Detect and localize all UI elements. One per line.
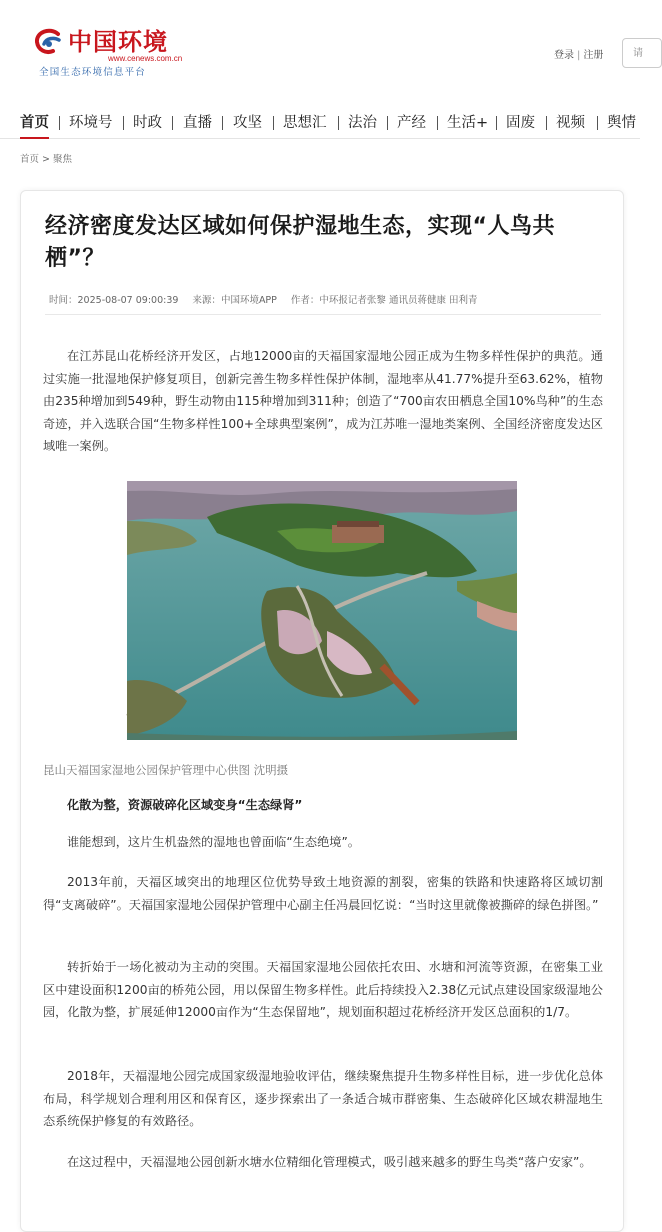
main-nav [0,108,640,139]
search-input[interactable]: 请 [622,38,662,68]
logo-swirl-icon [34,28,66,56]
nav-item-gongjian[interactable]: 攻坚 [233,115,262,131]
nav-divider [222,116,223,130]
article-source: 中国环境APP [220,295,277,306]
article-photo[interactable] [127,481,517,740]
nav-item-life[interactable]: 生活+ [447,115,489,131]
breadcrumb-separator: > [42,154,51,165]
article-author: 中环报记者张黎 通讯员蒋健康 田利青 [319,295,478,306]
nav-divider [496,116,497,130]
article-paragraph: 转折始于一场化被动为主动的突围。天福国家湿地公园依托农田、水塘和河流等资源，在密集工业区中建设面积1200亩的桥苑公园，用以保留生物多样性。此后持续投入2.38亿元试点建设国家级湿地公园，化散为整，扩展延伸12000亩作为“生态保留地”，规划面积超过花桥经济开发区总面积的1/7。 [43,960,603,1019]
source-label: 来源： [192,295,221,306]
article-meta [49,292,477,306]
site-header [0,0,643,100]
photo-caption: 昆山天福国家湿地公园保护管理中心供图 沈明摄 [43,763,289,777]
nav-divider [437,116,438,130]
article-title: 经济密度发达区域如何保护湿地生态，实现“人鸟共栖”？ [45,214,555,271]
nav-item-huanjinghao[interactable]: 环境号 [69,115,113,131]
nav-divider [387,116,388,130]
article-paragraph: 2018年，天福湿地公园完成国家级湿地验收评估，继续聚焦提升生物多样性目标，进一步优化总体布局，科学规划合理利用区和保育区，逐步探索出了一条适合城市群密集、生态破碎化区域农耕湿地生态系统保护修复的有效路径。 [43,1069,603,1128]
nav-item-ideas[interactable]: 思想汇 [283,115,327,131]
article-paragraph: 在这过程中，天福湿地公园创新水塘水位精细化管理模式，吸引越来越多的野生鸟类“落户安家”。 [67,1155,592,1169]
nav-item-public-opinion[interactable]: 舆情 [607,115,636,131]
nav-item-industry[interactable]: 产经 [397,115,426,131]
nav-item-live[interactable]: 直播 [183,115,212,131]
article-paragraph: 在江苏昆山花桥经济开发区，占地12000亩的天福国家湿地公园正成为生物多样性保护的典范。通过实施一批湿地保护修复项目，创新完善生物多样性保护体制，湿地率从41.77%提升至63.62%，植物由235种增加到549种，野生动物由115种增加到311种；创造了“700亩农田栖息全国10%鸟种”的生态奇迹，并入选联合国“生物多样性100+全球典型案例”，成为江苏唯一湿地类案例、全国经济密度发达区域唯一案例。 [43,349,603,453]
article-paragraph: 谁能想到，这片生机盎然的湿地也曾面临“生态绝境”。 [67,835,360,849]
nav-item-law[interactable]: 法治 [348,115,377,131]
publish-time: 2025-08-07 09:00:39 [77,295,179,306]
nav-item-home[interactable]: 首页 [20,111,49,132]
breadcrumb [20,151,72,165]
nav-divider [172,116,173,130]
meta-divider [45,314,601,315]
site-url: www.cenews.com.cn [108,54,183,63]
breadcrumb-section[interactable]: 聚焦 [53,154,73,165]
auth-links [554,46,603,61]
breadcrumb-home[interactable]: 首页 [20,154,40,165]
nav-divider [123,116,124,130]
article-paragraph: 2013年前，天福区域突出的地理区位优势导致土地资源的割裂，密集的铁路和快速路将区域切割得“支离破碎”。天福国家湿地公园保护管理中心副主任冯晨回忆说：“当时这里就像被撕碎的绿色拼图。” [43,875,603,912]
section-heading: 化散为整，资源破碎化区域变身“生态绿肾” [67,798,303,812]
nav-divider [338,116,339,130]
nav-divider [546,116,547,130]
author-label: 作者： [290,295,320,306]
wetland-aerial-image [127,481,517,740]
nav-item-solid-waste[interactable]: 固废 [506,115,535,131]
nav-item-politics[interactable]: 时政 [133,115,162,131]
time-label: 时间： [49,295,78,306]
site-name: 中国环境 [68,27,168,56]
site-slogan: 全国生态环境信息平台 [39,67,147,78]
nav-divider [597,116,598,130]
login-link[interactable]: 登录 [554,50,574,61]
register-link[interactable]: 注册 [583,50,604,61]
nav-divider [59,116,60,130]
article-card [20,190,624,1232]
auth-divider: | [577,50,581,61]
nav-divider [273,116,274,130]
nav-item-video[interactable]: 视频 [556,115,585,131]
site-logo[interactable] [34,24,194,76]
